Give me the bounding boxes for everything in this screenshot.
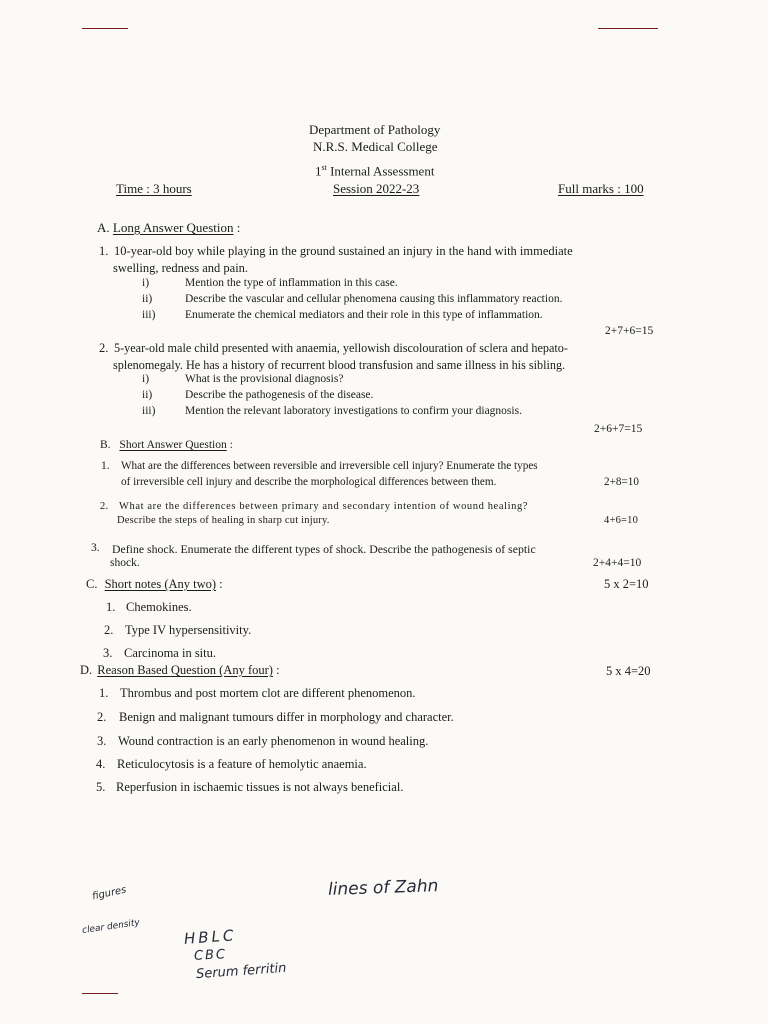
short-note-2-number: 2. <box>104 623 114 637</box>
short-note-1-number: 1. <box>106 600 116 614</box>
section-a-title: Long Answer Question <box>112 220 234 235</box>
reason-question-1-number: 1. <box>99 686 109 700</box>
reason-question-2-number: 2. <box>97 710 107 724</box>
reason-question-2-text: Benign and malignant tumours differ in morphology and character. <box>119 710 454 724</box>
question-a2-line2: splenomegaly. He has a history of recurrent blood transfusion and same illness in his sibling. <box>113 358 566 372</box>
question-b3-marks: 2+4+4=10 <box>593 557 642 569</box>
question-a2-line1: 5-year-old male child presented with anaemia, yellowish discolouration of sclera and hepato- <box>114 341 568 355</box>
assessment-title: 1st Internal Assessment <box>315 163 435 179</box>
question-b2-marks: 4+6=10 <box>604 515 639 526</box>
section-d-heading <box>80 663 280 678</box>
section-d-marks: 5 x 4=20 <box>606 664 651 678</box>
reason-question-1-text: Thrombus and post mortem clot are different phenomenon. <box>120 686 416 700</box>
reason-question-3-number: 3. <box>97 734 107 748</box>
reason-question-3-text: Wound contraction is an early phenomenon in wound healing. <box>118 734 429 748</box>
question-a1-line2: swelling, redness and pain. <box>113 261 249 275</box>
question-a2-sub1-number: i) <box>142 373 150 385</box>
handwritten-cbc: CBC <box>193 947 228 964</box>
section-a-suffix: : <box>236 220 241 235</box>
question-b2-line1: What are the differences between primary and secondary intention of wound healing? <box>119 501 529 512</box>
section-b-prefix: B. <box>100 439 111 451</box>
question-b3-number: 3. <box>91 542 100 554</box>
question-b1-line2: of irreversible cell injury and describe the morphological differences between them. <box>121 476 497 488</box>
question-a2-sub1-text: What is the provisional diagnosis? <box>185 373 344 385</box>
question-a1-line1: 10-year-old boy while playing in the ground sustained an injury in the hand with immediate <box>114 244 573 258</box>
question-a1-sub3-number: iii) <box>142 309 156 321</box>
section-c-prefix: C. <box>86 577 98 591</box>
section-b-suffix: : <box>229 439 233 451</box>
question-a2-sub3-number: iii) <box>142 405 156 417</box>
reason-question-4-number: 4. <box>96 757 106 771</box>
section-b-heading <box>100 439 233 451</box>
handwritten-figures: figures <box>91 884 128 903</box>
college-name: N.R.S. Medical College <box>313 139 438 154</box>
section-c-suffix: : <box>219 577 223 591</box>
question-a2-marks: 2+6+7=15 <box>594 423 643 435</box>
question-b2-line2: Describe the steps of healing in sharp cut injury. <box>117 515 330 526</box>
section-b-title: Short Answer Question <box>119 439 227 451</box>
handwritten-hblc: HBLC <box>183 926 237 948</box>
session-label: Session 2022-23 <box>333 181 420 196</box>
question-a1-sub2-text: Describe the vascular and cellular phenomena causing this inflammatory reaction. <box>185 293 563 305</box>
question-a2-sub2-number: ii) <box>142 389 153 401</box>
full-marks: Full marks : 100 <box>558 181 644 196</box>
question-b1-number: 1. <box>101 460 110 472</box>
question-b3-line2: shock. <box>110 557 140 569</box>
question-a1-sub2-number: ii) <box>142 293 153 305</box>
question-a2-sub2-text: Describe the pathogenesis of the disease. <box>185 389 374 401</box>
section-a-prefix: A. <box>97 220 110 235</box>
top-right-scan-line <box>598 28 658 29</box>
question-a2-number: 2. <box>99 341 109 355</box>
bottom-left-scan-line <box>82 993 118 994</box>
reason-question-5-number: 5. <box>96 780 106 794</box>
exam-duration: Time : 3 hours <box>116 181 192 196</box>
department-name: Department of Pathology <box>309 122 441 137</box>
question-a1-sub1-text: Mention the type of inflammation in this case. <box>185 277 398 289</box>
question-b3-line1: Define shock. Enumerate the different types of shock. Describe the pathogenesis of septic <box>112 542 536 556</box>
question-a2-sub3-text: Mention the relevant laboratory investigations to confirm your diagnosis. <box>185 405 522 417</box>
short-note-2-text: Type IV hypersensitivity. <box>125 623 252 637</box>
question-a1-sub1-number: i) <box>142 277 150 289</box>
handwritten-clear-density: clear density <box>81 918 141 936</box>
section-a-heading <box>97 220 240 236</box>
question-a1-marks: 2+7+6=15 <box>605 325 654 337</box>
top-left-scan-line <box>82 28 128 29</box>
question-b1-line1: What are the differences between reversible and irreversible cell injury? Enumerate the types <box>121 460 538 472</box>
question-a1-number: 1. <box>99 244 109 258</box>
section-c-heading <box>86 577 223 592</box>
section-d-suffix: : <box>276 663 280 677</box>
reason-question-4-text: Reticulocytosis is a feature of hemolytic anaemia. <box>117 757 367 771</box>
handwritten-lines-of-zahn: lines of Zahn <box>327 876 439 900</box>
short-note-3-number: 3. <box>103 646 113 660</box>
question-a1-sub3-text: Enumerate the chemical mediators and their role in this type of inflammation. <box>185 309 543 321</box>
section-c-marks: 5 x 2=10 <box>604 577 649 591</box>
question-b1-marks: 2+8=10 <box>604 476 639 488</box>
section-c-title: Short notes (Any two) <box>104 577 217 591</box>
section-d-title: Reason Based Question (Any four) <box>97 663 273 677</box>
reason-question-5-text: Reperfusion in ischaemic tissues is not always beneficial. <box>116 780 404 794</box>
short-note-1-text: Chemokines. <box>126 600 192 614</box>
handwritten-serum-ferritin: Serum ferritin <box>195 960 287 983</box>
section-d-prefix: D. <box>80 663 93 677</box>
question-b2-number: 2. <box>100 501 109 512</box>
short-note-3-text: Carcinoma in situ. <box>124 646 216 660</box>
